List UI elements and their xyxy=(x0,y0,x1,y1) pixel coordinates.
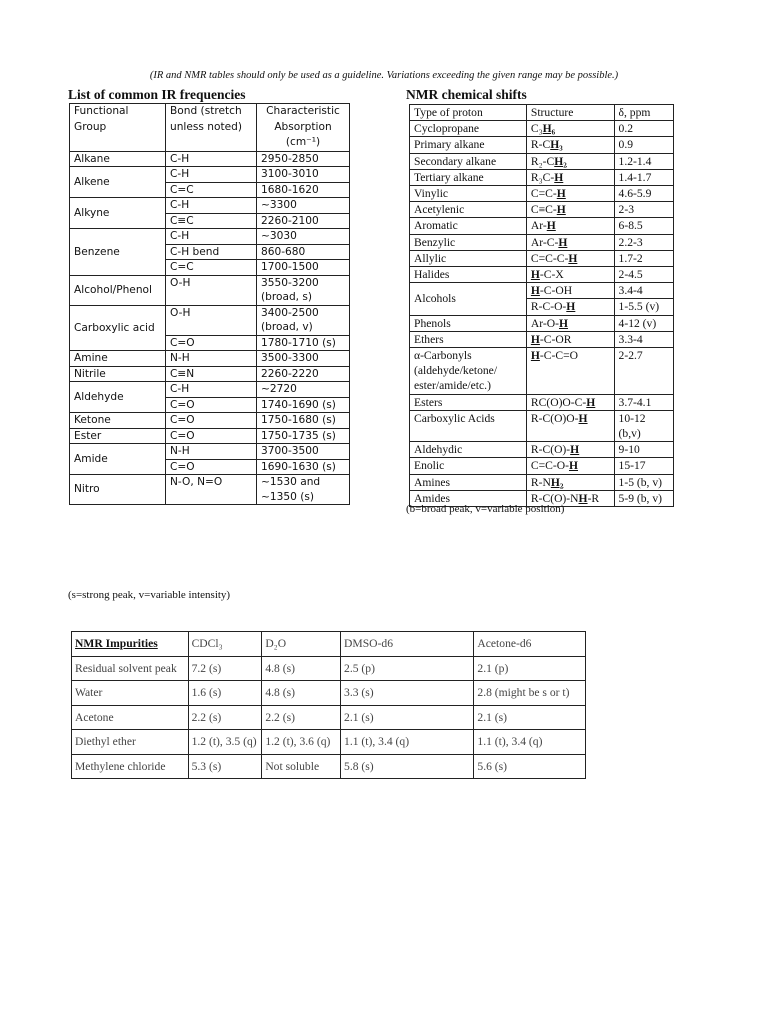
nmr-structure xyxy=(526,153,614,169)
ir-bond: N-H xyxy=(166,444,257,460)
nmr-structure xyxy=(526,137,614,153)
nmr-structure-proton: H xyxy=(568,459,579,473)
impurity-shift: Not soluble xyxy=(262,754,341,779)
ir-absorption: ~3030 xyxy=(257,229,350,245)
nmr-structure-part: C₃ xyxy=(530,122,543,136)
ir-functional-group: Ester xyxy=(70,428,166,444)
impurities-row xyxy=(72,705,586,730)
nmr-structure-proton: H xyxy=(578,411,588,425)
disclaimer-note: (IR and NMR tables should only be used as a guideline. Variations exceeding the given range may be possible.) xyxy=(149,70,619,81)
nmr-proton-type: Ethers xyxy=(410,331,527,347)
nmr-header-type: Type of proton xyxy=(410,105,527,121)
impurities-row xyxy=(72,730,586,755)
impurity-shift: 2.2 (s) xyxy=(262,705,341,730)
ir-bond: N-O, N=O xyxy=(166,475,257,505)
nmr-proton-type: Enolic xyxy=(410,458,527,474)
nmr-structure-proton: H xyxy=(546,219,556,233)
ir-footnote: (s=strong peak, v=variable intensity) xyxy=(68,589,231,601)
nmr-structure-part: -C-OR xyxy=(539,332,572,346)
nmr-structure xyxy=(526,348,614,395)
nmr-footnote: (b=broad peak, v=variable position) xyxy=(406,503,565,515)
nmr-structure-proton: H xyxy=(558,235,568,249)
impurities-row xyxy=(72,681,586,706)
ir-functional-group: Aldehyde xyxy=(70,382,166,413)
nmr-shift-ppm: 4-12 (v) xyxy=(614,315,673,331)
nmr-shift-ppm: 5-9 (b, v) xyxy=(614,490,673,506)
nmr-row xyxy=(410,410,674,441)
nmr-proton-type: Aromatic xyxy=(410,218,527,234)
nmr-structure-part: C=C-O- xyxy=(530,459,569,473)
nmr-proton-type: Amides xyxy=(410,490,527,506)
nmr-structure-proton: H₃ xyxy=(550,138,563,152)
ir-bond: C-H bend xyxy=(166,244,257,260)
ir-absorption: 1690-1630 (s) xyxy=(257,459,350,475)
nmr-proton-type: Tertiary alkane xyxy=(410,169,527,185)
nmr-shift-ppm: 1-5 (b, v) xyxy=(614,474,673,490)
ir-row xyxy=(70,305,350,335)
nmr-structure-part: -R xyxy=(587,491,600,505)
nmr-row xyxy=(410,202,674,218)
nmr-structure-proton: H₂ xyxy=(554,154,567,168)
nmr-shift-ppm: 3.3-4 xyxy=(614,331,673,347)
ir-absorption: 3100-3010 xyxy=(257,167,350,183)
ir-bond: C=C xyxy=(166,260,257,276)
nmr-shift-table xyxy=(409,104,674,507)
nmr-shift-ppm: 0.9 xyxy=(614,137,673,153)
nmr-structure-part: R-C xyxy=(530,138,551,152)
ir-absorption: 1750-1680 (s) xyxy=(257,413,350,429)
impurity-shift: 2.2 (s) xyxy=(188,705,262,730)
ir-absorption: 1700-1500 xyxy=(257,260,350,276)
nmr-shift-ppm: 6-8.5 xyxy=(614,218,673,234)
ir-absorption: 3500-3300 xyxy=(257,351,350,367)
ir-row xyxy=(70,475,350,505)
nmr-row xyxy=(410,394,674,410)
impurities-row xyxy=(72,656,586,681)
impurity-shift: 5.8 (s) xyxy=(341,754,474,779)
nmr-proton-type: Secondary alkane xyxy=(410,153,527,169)
nmr-structure-part: R-C-O- xyxy=(530,300,567,314)
ir-functional-group: Nitro xyxy=(70,475,166,505)
nmr-proton-type: Benzylic xyxy=(410,234,527,250)
nmr-structure-proton: H xyxy=(578,491,588,505)
nmr-structure-part: R-C(O)O- xyxy=(530,411,579,425)
ir-absorption: 2260-2220 xyxy=(257,366,350,382)
ir-row xyxy=(70,229,350,245)
ir-row xyxy=(70,366,350,382)
impurity-shift: 3.3 (s) xyxy=(341,681,474,706)
nmr-structure xyxy=(526,267,614,283)
ir-row xyxy=(70,275,350,305)
nmr-structure-part: C=C-C- xyxy=(530,251,569,265)
ir-absorption: ~1530 and ~1350 (s) xyxy=(257,475,350,505)
ir-absorption: ~2720 xyxy=(257,382,350,398)
nmr-structure-part: -C-X xyxy=(539,268,564,282)
nmr-structure-part: R₃C- xyxy=(530,170,555,184)
ir-absorption: 3400-2500 (broad, v) xyxy=(257,305,350,335)
ir-bond: C-H xyxy=(166,151,257,167)
ir-table-title: List of common IR frequencies xyxy=(68,87,246,102)
ir-functional-group: Nitrile xyxy=(70,366,166,382)
ir-row xyxy=(70,351,350,367)
nmr-row xyxy=(410,315,674,331)
nmr-structure xyxy=(526,410,614,441)
impurity-shift: 4.8 (s) xyxy=(262,656,341,681)
impurities-row xyxy=(72,754,586,779)
ir-bond: N-H xyxy=(166,351,257,367)
nmr-impurities-table xyxy=(71,631,586,779)
nmr-structure-proton: H xyxy=(568,251,578,265)
ir-bond: C≡N xyxy=(166,366,257,382)
nmr-structure-proton: H xyxy=(558,316,569,330)
ir-table-body xyxy=(70,151,350,505)
nmr-proton-type: Esters xyxy=(410,394,527,410)
nmr-shift-ppm: 4.6-5.9 xyxy=(614,186,673,202)
ir-functional-group: Alkane xyxy=(70,151,166,167)
nmr-structure-part: -C-OH xyxy=(539,284,573,298)
impurity-shift: 2.5 (p) xyxy=(341,656,474,681)
impurities-header-title: NMR Impurities xyxy=(72,632,189,657)
nmr-structure xyxy=(526,331,614,347)
nmr-structure-part: RC(O)O-C- xyxy=(530,395,587,409)
nmr-proton-type: Allylic xyxy=(410,250,527,266)
nmr-structure xyxy=(526,169,614,185)
nmr-header-ppm: δ, ppm xyxy=(614,105,673,121)
nmr-header-structure: Structure xyxy=(526,105,614,121)
impurity-shift: 2.1 (p) xyxy=(474,656,586,681)
ir-header-bond: Bond (stretch unless noted) xyxy=(166,104,257,152)
ir-header-absorption: Characteristic Absorption (cm⁻¹) xyxy=(257,104,350,152)
nmr-shift-ppm: 2-4.5 xyxy=(614,267,673,283)
nmr-structure-proton: H xyxy=(554,170,564,184)
nmr-structure xyxy=(526,474,614,490)
nmr-structure xyxy=(526,299,614,315)
nmr-structure xyxy=(526,394,614,410)
nmr-proton-type: Aldehydic xyxy=(410,442,527,458)
nmr-structure-proton: H xyxy=(530,349,540,363)
impurity-name: Methylene chloride xyxy=(72,754,189,779)
nmr-structure-proton: H₆ xyxy=(542,122,556,136)
impurity-shift: 7.2 (s) xyxy=(188,656,262,681)
nmr-row xyxy=(410,234,674,250)
nmr-row xyxy=(410,153,674,169)
impurities-header-cdcl3: CDCl₃ xyxy=(188,632,262,657)
ir-bond: O-H xyxy=(166,275,257,305)
impurity-name: Residual solvent peak xyxy=(72,656,189,681)
impurity-shift: 1.2 (t), 3.5 (q) xyxy=(188,730,262,755)
ir-row xyxy=(70,382,350,398)
impurities-header-acetone: Acetone-d6 xyxy=(474,632,586,657)
nmr-shift-ppm: 1.7-2 xyxy=(614,250,673,266)
nmr-structure xyxy=(526,250,614,266)
ir-header-group: Functional Group xyxy=(70,104,166,152)
nmr-row xyxy=(410,186,674,202)
impurities-header-row xyxy=(72,632,586,657)
ir-bond: C-H xyxy=(166,198,257,214)
nmr-row xyxy=(410,121,674,137)
nmr-row xyxy=(410,250,674,266)
ir-absorption: 3550-3200 (broad, s) xyxy=(257,275,350,305)
nmr-shift-ppm: 2.2-3 xyxy=(614,234,673,250)
nmr-shift-ppm: 9-10 xyxy=(614,442,673,458)
impurity-shift: 5.3 (s) xyxy=(188,754,262,779)
nmr-row xyxy=(410,283,674,299)
nmr-proton-type: Halides xyxy=(410,267,527,283)
ir-functional-group: Ketone xyxy=(70,413,166,429)
impurities-table-body xyxy=(72,656,586,779)
nmr-shift-ppm: 1.2-1.4 xyxy=(614,153,673,169)
nmr-proton-type: Phenols xyxy=(410,315,527,331)
ir-bond: C-H xyxy=(166,167,257,183)
nmr-structure xyxy=(526,458,614,474)
ir-bond: C-H xyxy=(166,229,257,245)
ir-bond: C=C xyxy=(166,182,257,198)
ir-absorption: ~3300 xyxy=(257,198,350,214)
ir-bond: C=O xyxy=(166,413,257,429)
nmr-proton-type: Carboxylic Acids xyxy=(410,410,527,441)
impurity-shift: 1.6 (s) xyxy=(188,681,262,706)
nmr-structure xyxy=(526,315,614,331)
ir-functional-group: Amide xyxy=(70,444,166,475)
ir-absorption: 2260-2100 xyxy=(257,213,350,229)
ir-absorption: 1680-1620 xyxy=(257,182,350,198)
nmr-table-body xyxy=(410,121,674,507)
nmr-row xyxy=(410,137,674,153)
ir-header-row xyxy=(70,104,350,152)
nmr-proton-type: Primary alkane xyxy=(410,137,527,153)
nmr-structure-part: C≡C- xyxy=(530,203,557,217)
nmr-structure xyxy=(526,186,614,202)
nmr-structure-proton: H xyxy=(530,268,540,282)
impurity-name: Water xyxy=(72,681,189,706)
nmr-structure xyxy=(526,234,614,250)
ir-functional-group: Carboxylic acid xyxy=(70,305,166,351)
nmr-structure-proton: H xyxy=(530,332,540,346)
ir-functional-group: Alkene xyxy=(70,167,166,198)
nmr-proton-type: Vinylic xyxy=(410,186,527,202)
nmr-shift-ppm: 10-12 (b,v) xyxy=(614,410,673,441)
nmr-row xyxy=(410,331,674,347)
ir-absorption: 3700-3500 xyxy=(257,444,350,460)
nmr-shift-ppm: 1.4-1.7 xyxy=(614,169,673,185)
impurity-shift: 4.8 (s) xyxy=(262,681,341,706)
ir-frequency-table xyxy=(69,103,350,505)
ir-row xyxy=(70,198,350,214)
ir-row xyxy=(70,151,350,167)
impurity-shift: 5.6 (s) xyxy=(474,754,586,779)
nmr-structure xyxy=(526,218,614,234)
nmr-shift-ppm: 3.7-4.1 xyxy=(614,394,673,410)
impurity-name: Diethyl ether xyxy=(72,730,189,755)
impurity-shift: 1.2 (t), 3.6 (q) xyxy=(262,730,341,755)
impurity-shift: 1.1 (t), 3.4 (q) xyxy=(341,730,474,755)
nmr-structure xyxy=(526,442,614,458)
nmr-shift-ppm: 3.4-4 xyxy=(614,283,673,299)
nmr-row xyxy=(410,474,674,490)
nmr-proton-type: Alcohols xyxy=(410,283,527,315)
ir-absorption: 860-680 xyxy=(257,244,350,260)
nmr-structure-part: R-N xyxy=(530,475,551,489)
nmr-shift-ppm: 1-5.5 (v) xyxy=(614,299,673,315)
nmr-structure-part: Ar-C- xyxy=(530,235,559,249)
nmr-structure xyxy=(526,283,614,299)
nmr-structure-proton: H xyxy=(566,300,576,314)
nmr-structure-part: -C-C=O xyxy=(539,349,579,363)
ir-bond: C=O xyxy=(166,397,257,413)
ir-bond: C=O xyxy=(166,459,257,475)
nmr-structure-proton: H xyxy=(570,443,580,457)
ir-bond: C-H xyxy=(166,382,257,398)
nmr-shift-ppm: 15-17 xyxy=(614,458,673,474)
nmr-structure-proton: H₂ xyxy=(550,475,564,489)
nmr-proton-type: Amines xyxy=(410,474,527,490)
nmr-shift-ppm: 2-2.7 xyxy=(614,348,673,395)
ir-absorption: 1750-1735 (s) xyxy=(257,428,350,444)
ir-absorption: 2950-2850 xyxy=(257,151,350,167)
impurities-header-dmso: DMSO-d6 xyxy=(341,632,474,657)
ir-bond: C≡C xyxy=(166,213,257,229)
nmr-structure-part: Ar-O- xyxy=(530,316,559,330)
nmr-structure-part: R-C(O)-N xyxy=(530,491,579,505)
ir-row xyxy=(70,444,350,460)
ir-bond: C=O xyxy=(166,335,257,351)
ir-absorption: 1780-1710 (s) xyxy=(257,335,350,351)
nmr-row xyxy=(410,169,674,185)
ir-bond: C=O xyxy=(166,428,257,444)
nmr-row xyxy=(410,458,674,474)
impurities-header-d2o: D₂O xyxy=(262,632,341,657)
nmr-table-title: NMR chemical shifts xyxy=(406,87,527,102)
nmr-proton-type: α-Carbonyls (aldehyde/ketone/ ester/amide/etc.) xyxy=(410,348,527,395)
nmr-row xyxy=(410,218,674,234)
nmr-structure-proton: H xyxy=(586,395,596,409)
nmr-structure-part: C=C- xyxy=(530,187,557,201)
nmr-header-row xyxy=(410,105,674,121)
nmr-row xyxy=(410,442,674,458)
nmr-structure-part: R-C(O)- xyxy=(530,443,571,457)
nmr-shift-ppm: 0.2 xyxy=(614,121,673,137)
ir-absorption: 1740-1690 (s) xyxy=(257,397,350,413)
ir-functional-group: Alkyne xyxy=(70,198,166,229)
ir-functional-group: Amine xyxy=(70,351,166,367)
impurity-name: Acetone xyxy=(72,705,189,730)
ir-functional-group: Benzene xyxy=(70,229,166,276)
ir-functional-group: Alcohol/Phenol xyxy=(70,275,166,305)
impurity-shift: 2.1 (s) xyxy=(474,705,586,730)
nmr-structure-proton: H xyxy=(530,284,540,298)
nmr-structure-proton: H xyxy=(556,203,566,217)
nmr-row xyxy=(410,348,674,395)
nmr-structure-proton: H xyxy=(556,187,566,201)
ir-bond: O-H xyxy=(166,305,257,335)
nmr-structure xyxy=(526,202,614,218)
nmr-structure-part: Ar- xyxy=(530,219,547,233)
nmr-structure-part: R₂-C xyxy=(530,154,555,168)
nmr-proton-type: Cyclopropane xyxy=(410,121,527,137)
nmr-structure xyxy=(526,121,614,137)
ir-row xyxy=(70,167,350,183)
nmr-proton-type: Acetylenic xyxy=(410,202,527,218)
ir-row xyxy=(70,428,350,444)
nmr-row xyxy=(410,267,674,283)
impurity-shift: 2.8 (might be s or t) xyxy=(474,681,586,706)
impurity-shift: 1.1 (t), 3.4 (q) xyxy=(474,730,586,755)
ir-row xyxy=(70,413,350,429)
impurity-shift: 2.1 (s) xyxy=(341,705,474,730)
nmr-shift-ppm: 2-3 xyxy=(614,202,673,218)
